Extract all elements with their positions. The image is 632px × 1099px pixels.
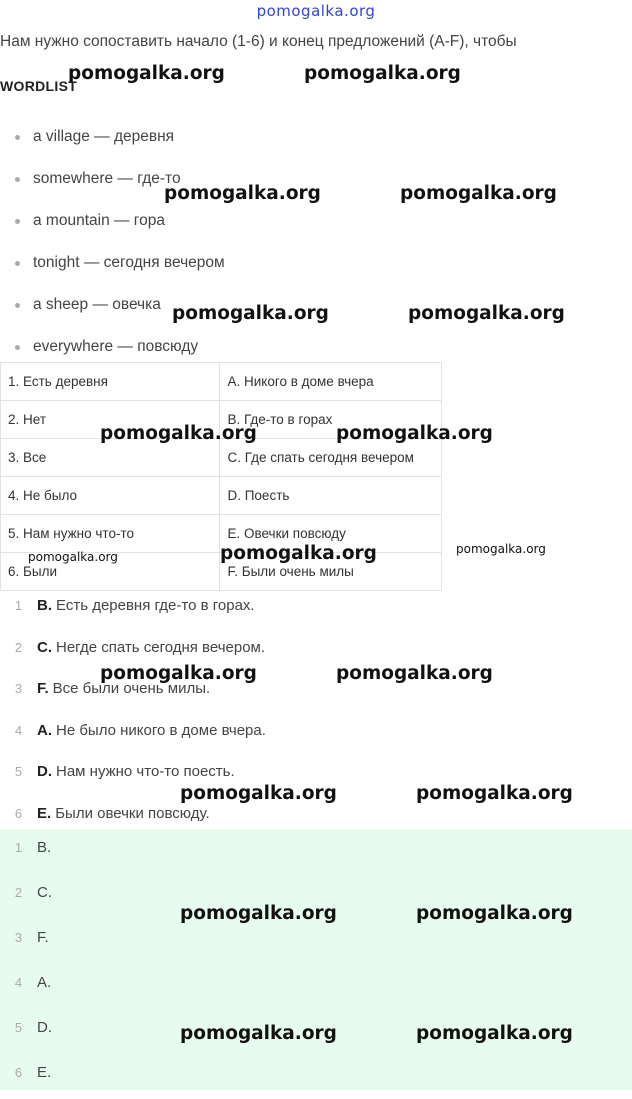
- wordlist-entry: everywhere — повсюду: [33, 338, 199, 355]
- table-cell-start: 5. Нам нужно что-то: [1, 515, 220, 553]
- answer-key-item: [0, 919, 52, 964]
- list-item: [0, 164, 225, 206]
- wordlist-entry: tonight — сегодня вечером: [33, 254, 225, 271]
- answer-key-letter: D.: [37, 1019, 52, 1036]
- watermark: pomogalka.org: [100, 423, 257, 444]
- item-number: 5: [14, 1020, 23, 1035]
- watermark: pomogalka.org: [180, 1023, 337, 1044]
- table-cell-end: E. Овечки повсюду: [220, 515, 442, 553]
- item-number: 4: [14, 975, 23, 990]
- item-number: 1: [14, 598, 23, 613]
- answer-item: [0, 751, 266, 793]
- answer-letter: C.: [37, 638, 52, 656]
- answer-key-item: [0, 874, 52, 919]
- wordlist-entry: somewhere — где-то: [33, 170, 181, 187]
- table-cell-end: B. Где-то в горах: [220, 401, 442, 439]
- watermark: pomogalka.org: [68, 63, 225, 84]
- item-number: 4: [14, 722, 23, 738]
- item-number: 3: [14, 930, 23, 945]
- watermark: pomogalka.org: [172, 303, 329, 324]
- wordlist-title: WORDLIST: [0, 78, 78, 94]
- watermark: pomogalka.org: [336, 423, 493, 444]
- watermark: pomogalka.org: [408, 303, 565, 324]
- answer-letter: A.: [37, 721, 52, 739]
- table-cell-start: 3. Все: [1, 439, 220, 477]
- bullet-icon: [15, 177, 20, 182]
- watermark: pomogalka.org: [220, 543, 377, 564]
- item-number: 6: [14, 805, 23, 821]
- answer-item: [0, 585, 266, 627]
- bullet-icon: [15, 261, 20, 266]
- answer-letter: D.: [37, 763, 52, 781]
- watermark: pomogalka.org: [416, 903, 573, 924]
- answer-key-letter: E.: [37, 1064, 52, 1081]
- list-item: [0, 248, 225, 290]
- watermark: pomogalka.org: [180, 903, 337, 924]
- watermark: pomogalka.org: [28, 550, 118, 564]
- table-row: [1, 363, 442, 401]
- answer-item: [0, 710, 266, 752]
- wordlist-entry: a sheep — овечка: [33, 296, 161, 313]
- answer-letter: F.: [37, 680, 49, 698]
- watermark: pomogalka.org: [336, 663, 493, 684]
- answer-key-letter: A.: [37, 974, 52, 991]
- matching-table: [0, 362, 442, 591]
- wordlist-entry: a village — деревня: [33, 128, 175, 145]
- watermark: pomogalka.org: [416, 783, 573, 804]
- site-header-link[interactable]: pomogalka.org: [256, 2, 376, 20]
- watermark: pomogalka.org: [164, 183, 321, 204]
- answer-text: Были овечки повсюду.: [55, 804, 210, 822]
- item-number: 5: [14, 764, 23, 780]
- table-row: [1, 439, 442, 477]
- table-cell-start: 2. Нет: [1, 401, 220, 439]
- list-item: [0, 122, 225, 164]
- table-row: [1, 401, 442, 439]
- watermark: pomogalka.org: [416, 1023, 573, 1044]
- item-number: 2: [14, 885, 23, 900]
- table-cell-end: C. Где спать сегодня вечером: [220, 439, 442, 477]
- item-number: 1: [14, 840, 23, 855]
- answer-key-item: [0, 964, 52, 1009]
- bullet-icon: [15, 345, 20, 350]
- answer-letter: E.: [37, 804, 52, 822]
- answer-key-box: [0, 829, 632, 1090]
- list-item: [0, 206, 225, 248]
- wordlist-entry: a mountain — гора: [33, 212, 165, 229]
- intro-text: Нам нужно сопоставить начало (1-6) и конец предложений (A-F), чтобы: [0, 33, 517, 50]
- bullet-icon: [15, 135, 20, 140]
- table-cell-start: 6. Были: [1, 553, 220, 591]
- answer-text: Негде спать сегодня вечером.: [56, 638, 266, 656]
- wordlist: [0, 122, 225, 374]
- table-cell-end: F. Были очень милы: [220, 553, 442, 591]
- answer-key-letter: B.: [37, 839, 52, 856]
- item-number: 2: [14, 639, 23, 655]
- table-cell-start: 4. Не было: [1, 477, 220, 515]
- item-number: 6: [14, 1065, 23, 1080]
- list-item: [0, 290, 225, 332]
- table-row: [1, 515, 442, 553]
- answer-letter: B.: [37, 597, 52, 614]
- answer-key-letter: F.: [37, 929, 49, 946]
- answer-key-letter: C.: [37, 884, 52, 901]
- watermark: pomogalka.org: [304, 63, 461, 84]
- watermark: pomogalka.org: [100, 663, 257, 684]
- answer-sentences: [0, 585, 266, 835]
- answer-key-list: [0, 829, 52, 1099]
- answer-key-item: [0, 1009, 52, 1054]
- answer-key-item: [0, 829, 52, 874]
- table-row: [1, 477, 442, 515]
- table-cell-start: 1. Есть деревня: [1, 363, 220, 401]
- table-cell-end: A. Никого в доме вчера: [220, 363, 442, 401]
- watermark: pomogalka.org: [400, 183, 557, 204]
- bullet-icon: [15, 303, 20, 308]
- answer-key-item: [0, 1054, 52, 1099]
- answer-item: [0, 627, 266, 669]
- item-number: 3: [14, 681, 23, 697]
- answer-item: [0, 668, 266, 710]
- table-cell-end: D. Поесть: [220, 477, 442, 515]
- answer-text: Есть деревня где-то в горах.: [56, 597, 255, 614]
- watermark: pomogalka.org: [456, 542, 546, 556]
- answer-text: Все были очень милы.: [52, 680, 211, 698]
- watermark: pomogalka.org: [180, 783, 337, 804]
- answer-text: Нам нужно что-то поесть.: [56, 763, 235, 781]
- bullet-icon: [15, 219, 20, 224]
- answer-text: Не было никого в доме вчера.: [56, 721, 266, 739]
